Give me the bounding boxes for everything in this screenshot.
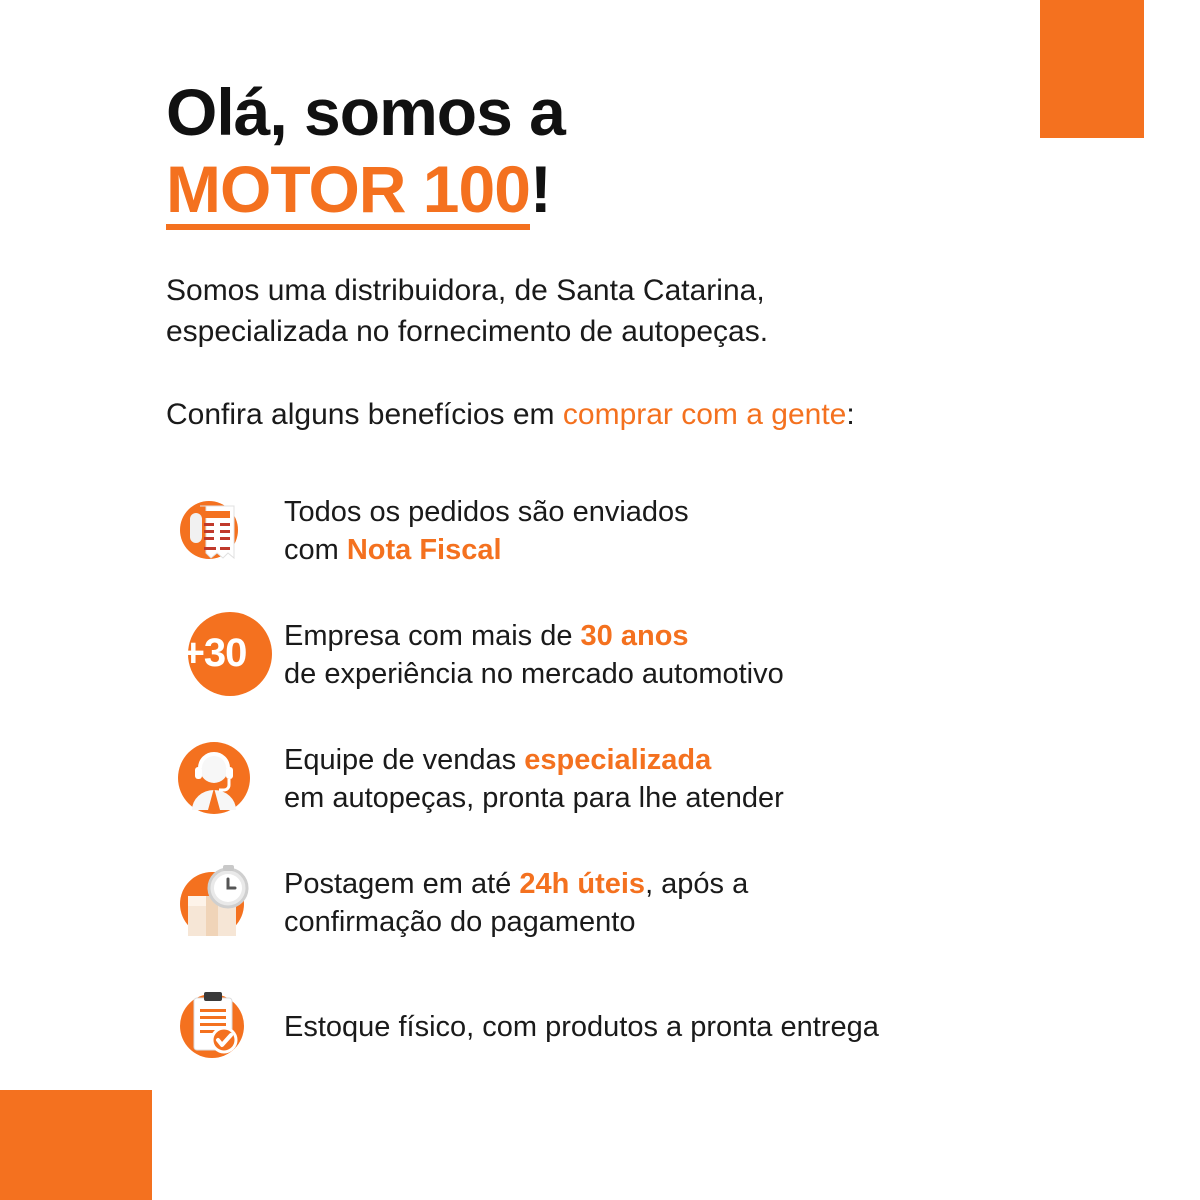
headset-agent-icon (166, 728, 266, 828)
benefit-4-highlight: 24h úteis (519, 867, 646, 900)
list-item (166, 480, 1096, 580)
list-item (166, 852, 1096, 952)
list-item-text (284, 739, 784, 818)
benefit-3-line-1-prefix: Equipe de vendas (284, 743, 525, 776)
decorative-square-bottom-left (0, 1090, 152, 1200)
benefit-4-line-1-prefix: Postagem em até (284, 867, 520, 900)
intro-line-2: especializada no fornecimento de autopeças. (166, 315, 769, 349)
clipboard-check-icon (166, 976, 266, 1076)
benefit-5-line-1: Estoque físico, com produtos a pronta entrega (284, 1010, 879, 1043)
headline-line-1: Olá, somos a (166, 75, 565, 149)
intro-line-1: Somos uma distribuidora, de Santa Catarina, (166, 273, 765, 307)
main-content (166, 75, 1096, 1076)
benefit-2-highlight: 30 anos (580, 619, 689, 652)
list-item (166, 976, 1096, 1076)
headline-exclamation: ! (529, 151, 551, 226)
list-item-text (284, 615, 784, 694)
benefit-3-line-2: em autopeças, pronta para lhe atender (284, 781, 784, 814)
benefit-2-line-2: de experiência no mercado automotivo (284, 657, 784, 690)
package-stopwatch-icon (166, 852, 266, 952)
benefits-lead-prefix: Confira alguns benefícios em (166, 398, 563, 432)
headline-line-2 (166, 151, 1096, 230)
benefit-1-line-1: Todos os pedidos são enviados (284, 495, 689, 528)
receipt-icon (166, 480, 266, 580)
benefit-4-line-2: confirmação do pagamento (284, 905, 636, 938)
intro-paragraph (166, 270, 1096, 353)
benefit-3-highlight: especializada (524, 743, 712, 776)
badge-label: +30 (181, 631, 247, 676)
benefits-lead-highlight: comprar com a gente (562, 398, 847, 432)
list-item-text (284, 1006, 879, 1046)
benefit-1-line-2-prefix: com (284, 533, 347, 566)
benefit-1-highlight: Nota Fiscal (346, 533, 502, 566)
benefits-list (166, 480, 1096, 1076)
list-item (166, 728, 1096, 828)
benefit-4-line-1-suffix: , após a (645, 867, 749, 900)
brand-name: MOTOR 100 (166, 156, 530, 230)
list-item (166, 604, 1096, 704)
benefit-2-line-1-prefix: Empresa com mais de (284, 619, 581, 652)
list-item-text (284, 491, 689, 570)
benefits-lead (166, 394, 1096, 435)
plus-thirty-badge (166, 604, 266, 704)
list-item-text (284, 863, 748, 942)
benefits-lead-suffix: : (846, 398, 855, 432)
page-title (166, 75, 1096, 230)
